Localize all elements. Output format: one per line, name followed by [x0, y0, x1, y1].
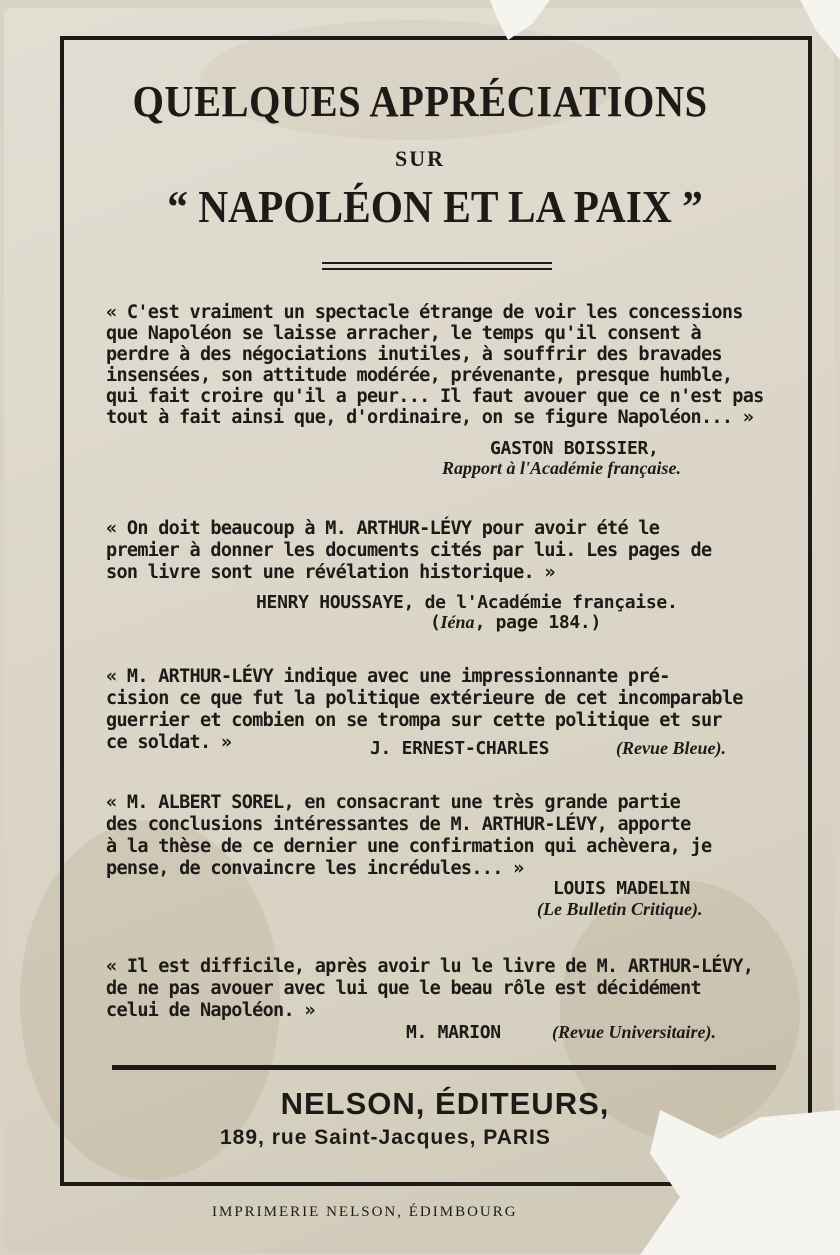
quote-line: guerrier et combien on se trompa sur cette politique et sur [106, 710, 722, 731]
quote-line: ce soldat. » [106, 732, 232, 753]
quote-author: LOUIS MADELIN [553, 878, 690, 899]
quote-line: perdre à des négociations inutiles, à souffrir des bravades [106, 344, 722, 365]
quote-line: « Il est difficile, après avoir lu le livre de M. ARTHUR-LÉVY, [106, 956, 754, 977]
printer-imprint: IMPRIMERIE NELSON, ÉDIMBOURG [212, 1204, 518, 1220]
quote-line: « M. ALBERT SOREL, en consacrant une très grande partie [106, 792, 681, 813]
title-line-2: SUR [394, 146, 445, 171]
quote-line: que Napoléon se laisse arracher, le temps qu'il consent à [106, 323, 701, 344]
quote-line: à la thèse de ce dernier une confirmation qui achèvera, je [106, 836, 712, 857]
quote-line: son livre sont une révélation historique. » [106, 562, 555, 583]
quote-author: M. MARION [406, 1022, 501, 1043]
quote-line: « C'est vraiment un spectacle étrange de voir les concessions [106, 302, 743, 323]
title-line-1: QUELQUES APPRÉCIATIONS [132, 77, 708, 126]
quote-line: premier à donner les documents cités par lui. Les pages de [106, 540, 712, 561]
publisher-address: 189, rue Saint-Jacques, PARIS [220, 1126, 551, 1149]
torn-corner [640, 1110, 840, 1255]
quote-line: cision ce que fut la politique extérieure de cet incomparable [106, 688, 743, 709]
publisher-separator-rule [112, 1065, 776, 1070]
title-line-3: “ NAPOLÉON ET LA PAIX ” [167, 181, 703, 232]
quote-line: tout à fait ainsi que, d'ordinaire, on se figure Napoléon... » [106, 407, 754, 428]
quote-author: GASTON BOISSIER, [490, 438, 659, 459]
publisher-name: NELSON, ÉDITEURS, [280, 1086, 610, 1121]
quote-source: (Revue Bleue). [616, 738, 726, 758]
quote-line: de ne pas avouer avec lui que le beau rôle est décidément [106, 978, 701, 999]
quote-author: HENRY HOUSSAYE, de l'Académie française. [256, 592, 678, 613]
quote-source: Rapport à l'Académie française. [442, 458, 681, 478]
quote-source [430, 612, 601, 633]
quote-source-open: ( [430, 612, 441, 633]
quote-line: « M. ARTHUR-LÉVY indique avec une impressionnante pré- [106, 666, 670, 687]
quote-line: « On doit beaucoup à M. ARTHUR-LÉVY pour avoir été le [106, 518, 660, 539]
quote-line: des conclusions intéressantes de M. ARTHUR-LÉVY, apporte [106, 814, 691, 835]
quote-source-title: Iéna [440, 612, 475, 632]
quote-line: qui fait croire qu'il a peur... Il faut avouer que ce n'est pas [106, 386, 764, 407]
quote-line: celui de Napoléon. » [106, 1000, 315, 1021]
quote-source: (Le Bulletin Critique). [537, 899, 703, 919]
quote-author: J. ERNEST-CHARLES [370, 738, 550, 759]
title-rule-lower [322, 268, 552, 270]
quote-source: (Revue Universitaire). [552, 1022, 716, 1042]
title-rule-upper [322, 262, 552, 264]
quote-line: pense, de convaincre les incrédules... » [106, 858, 524, 879]
quote-source-page: , page 184.) [474, 612, 602, 633]
quote-line: insensées, son attitude modérée, prévenante, presque humble, [106, 365, 733, 386]
